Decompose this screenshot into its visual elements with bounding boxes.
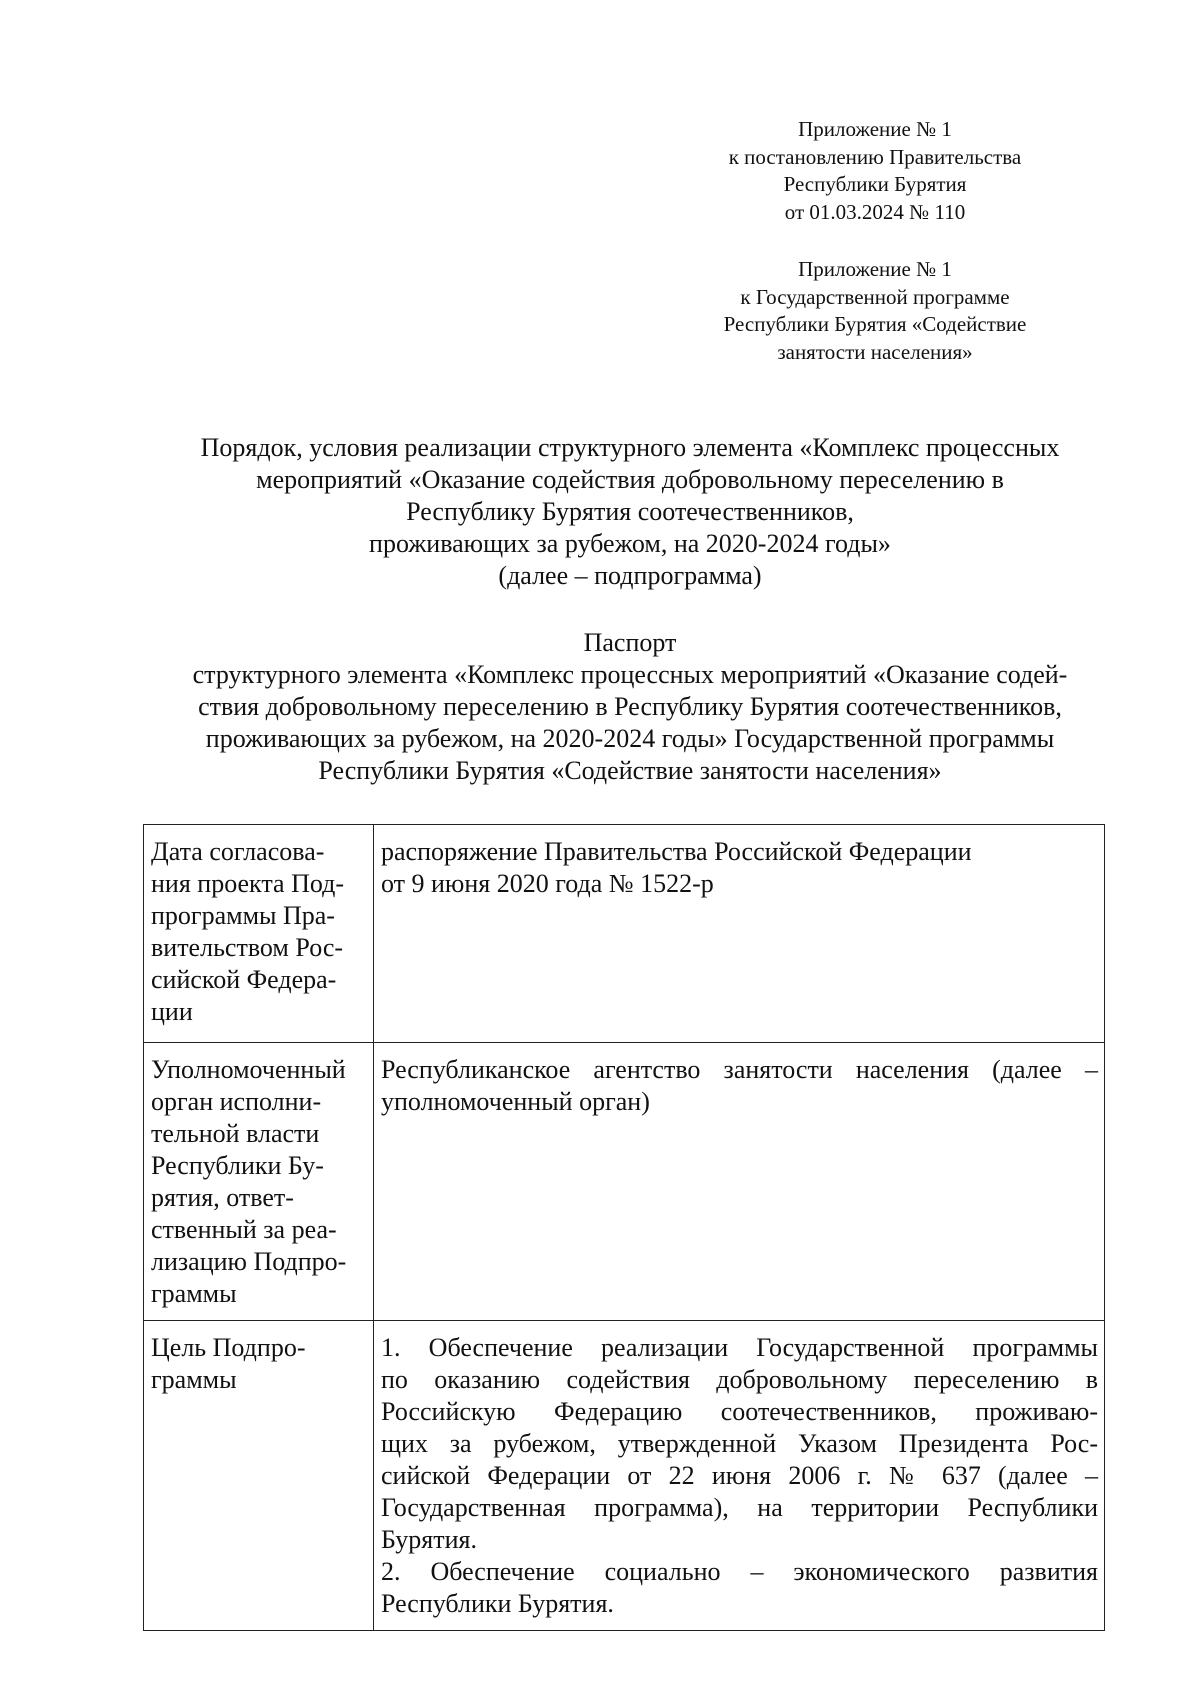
passport-line: проживающих за рубежом, на 2020-2024 годы» Государственной программы <box>205 724 1055 753</box>
appendix-line: Приложение № 1 <box>798 117 952 141</box>
value-line: 1. Обеспечение реализации Государственной программы <box>381 1333 1098 1362</box>
title-line: проживающих за рубежом, на 2020-2024 годы» <box>369 529 891 558</box>
passport-line: структурного элемента «Комплекс процессных мероприятий «Оказание содей- <box>192 660 1068 689</box>
appendix-line: Республики Бурятия <box>783 172 967 196</box>
label-line: ния проекта Под- <box>151 869 344 898</box>
appendix-line: занятости населения» <box>777 339 973 364</box>
table-row <box>144 1043 1105 1321</box>
passport-line: Республики Бурятия «Содействие занятости населения» <box>318 756 942 785</box>
document-title <box>130 432 1130 592</box>
row-label-cell <box>144 1043 374 1321</box>
value-line: уполномоченный орган) <box>381 1087 650 1116</box>
label-line: Дата согласова- <box>151 837 325 866</box>
appendix-line: к Государственной программе <box>740 284 1010 309</box>
label-line: Цель Подпро- <box>151 1333 306 1362</box>
row-label-cell <box>144 825 374 1043</box>
appendix-line: Приложение № 1 <box>798 257 952 281</box>
label-line: лизацию Подпро- <box>151 1247 347 1276</box>
value-line: сийской Федерации от 22 июня 2006 г. № 637 (далее – <box>381 1461 1098 1490</box>
passport-heading: Паспорт <box>583 628 677 657</box>
value-line: распоряжение Правительства Российской Федерации <box>381 837 972 866</box>
value-line: по оказанию содействия добровольному переселению в <box>381 1365 1098 1394</box>
label-line: вительством Рос- <box>151 933 344 962</box>
appendix-line: к постановлению Правительства <box>728 144 1022 169</box>
title-line: (далее – подпрограмма) <box>498 561 762 590</box>
label-line: ции <box>151 997 193 1026</box>
row-value-cell <box>374 1321 1105 1631</box>
title-line: Республику Бурятия соотечественников, <box>406 497 854 526</box>
value-line: Государственная программа), на территории Республики <box>381 1493 1098 1522</box>
value-line: Российскую Федерацию соотечественников, проживаю- <box>381 1397 1098 1426</box>
appendix-line: от 01.03.2024 № 110 <box>784 199 966 224</box>
label-line: Уполномоченный <box>151 1055 346 1084</box>
label-line: Республики Бу- <box>151 1151 324 1180</box>
appendix-header-program <box>640 256 1110 366</box>
table-row <box>144 1321 1105 1631</box>
table-row <box>144 825 1105 1043</box>
title-line: Порядок, условия реализации структурного элемента «Комплекс процессных <box>200 433 1060 462</box>
value-line: Республиканское агентство занятости населения (далее – <box>381 1055 1098 1084</box>
row-value-cell <box>374 825 1105 1043</box>
label-line: сийской Федера- <box>151 965 337 994</box>
value-line: от 9 июня 2020 года № 1522-р <box>381 869 714 898</box>
passport-line: ствия добровольному переселению в Республику Бурятия соотечественников, <box>198 692 1062 721</box>
passport-table <box>143 824 1105 1631</box>
value-line: 2. Обеспечение социально – экономического развития <box>381 1557 1098 1586</box>
appendix-header-resolution <box>640 116 1110 226</box>
label-line: рятия, ответ- <box>151 1183 294 1212</box>
row-label-cell <box>144 1321 374 1631</box>
value-line: Бурятия. <box>381 1525 477 1554</box>
label-line: орган исполни- <box>151 1087 322 1116</box>
label-line: граммы <box>151 1365 237 1394</box>
label-line: граммы <box>151 1279 237 1308</box>
value-line: Республики Бурятия. <box>381 1589 614 1618</box>
appendix-line: Республики Бурятия «Содействие <box>723 312 1027 336</box>
label-line: тельной власти <box>151 1119 320 1148</box>
label-line: ственный за реа- <box>151 1215 337 1244</box>
value-line: щих за рубежом, утвержденной Указом Президента Рос- <box>381 1429 1098 1458</box>
passport-heading-block <box>130 627 1130 787</box>
row-value-cell <box>374 1043 1105 1321</box>
title-line: мероприятий «Оказание содействия добровольному переселению в <box>256 465 1004 494</box>
label-line: программы Пра- <box>151 901 335 930</box>
